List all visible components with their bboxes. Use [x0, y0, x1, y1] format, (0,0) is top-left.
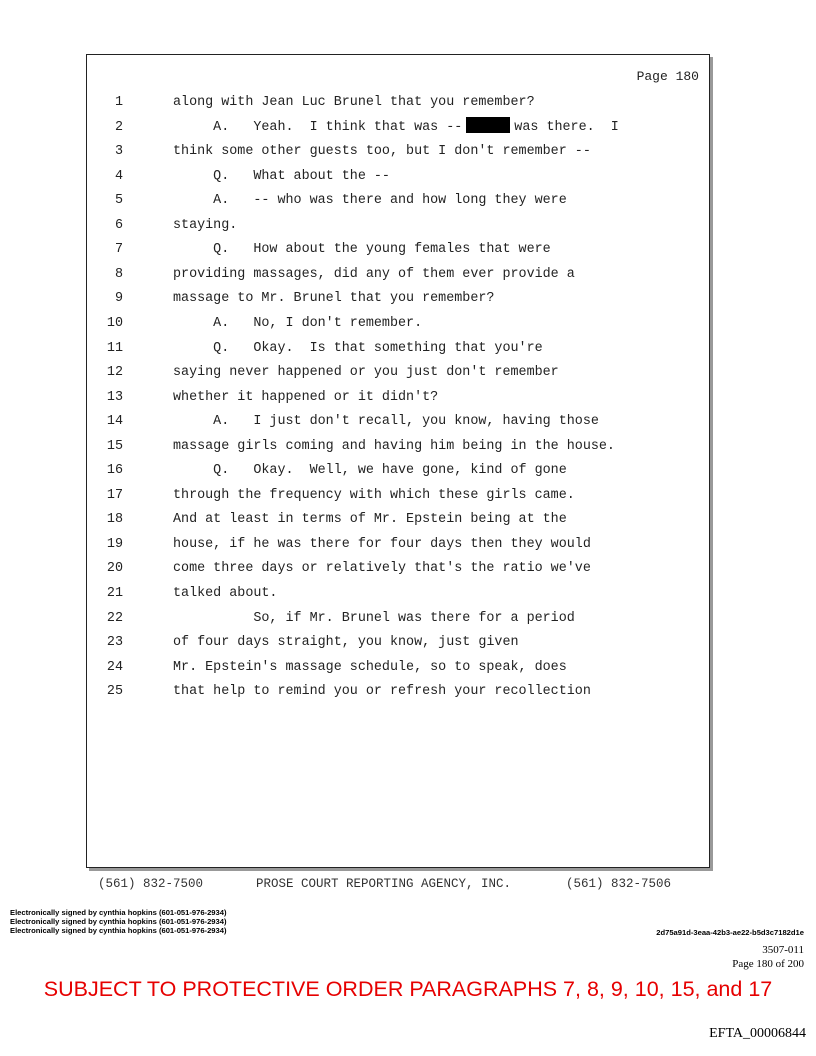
line-text-content: So, if Mr. Brunel was there for a period: [173, 610, 575, 626]
line-number: 20: [106, 561, 123, 577]
phone-right: (561) 832-7506: [566, 877, 672, 891]
line-text-content: along with Jean Luc Brunel that you remember?: [173, 95, 535, 110]
transcript-line: [87, 656, 709, 680]
bates-number: EFTA_00006844: [709, 1026, 806, 1041]
line-text: [173, 631, 519, 655]
transcript-line: [87, 214, 709, 238]
line-number: 1: [114, 95, 123, 110]
line-text: [173, 287, 494, 311]
line-text: [173, 165, 390, 189]
line-number: 24: [106, 659, 123, 675]
signature-block: [10, 908, 227, 935]
line-text-content: A. Yeah. I think that was --: [173, 119, 463, 135]
line-text: [173, 508, 567, 532]
line-number: 14: [106, 414, 123, 430]
transcript-line: [87, 263, 709, 287]
redaction-box: [466, 117, 510, 133]
line-text-content: staying.: [173, 217, 238, 233]
line-text-content: A. -- who was there and how long they were: [173, 193, 567, 209]
transcript-line: [87, 435, 709, 459]
line-text: [173, 410, 599, 434]
transcript-line: [87, 680, 709, 704]
transcript-line: [87, 189, 709, 213]
line-number: 23: [106, 635, 123, 651]
line-number: 5: [114, 193, 123, 209]
line-number: 2: [114, 119, 123, 135]
line-number: 6: [114, 217, 123, 233]
line-number: 8: [114, 266, 123, 282]
line-text-content: A. No, I don't remember.: [173, 315, 423, 331]
transcript-line: [87, 459, 709, 483]
line-text-content: Q. How about the young females that were: [173, 242, 551, 258]
line-text-content: think some other guests too, but I don't remember --: [173, 144, 591, 160]
transcript-line: [87, 238, 709, 262]
line-text-content: And at least in terms of Mr. Epstein being at the: [173, 512, 567, 528]
transcript-line: [87, 287, 709, 311]
line-number: 7: [114, 242, 123, 258]
line-number: 21: [106, 586, 123, 601]
line-number: 13: [106, 389, 123, 405]
page-header: Page 180: [636, 69, 699, 84]
transcript-line: [87, 337, 709, 361]
transcript-line: [87, 533, 709, 557]
line-text: [173, 116, 619, 140]
line-text: [173, 312, 422, 336]
transcript-line: [87, 312, 709, 336]
signature-line: Electronically signed by cynthia hopkins (601-051-976-2934): [10, 926, 227, 935]
line-number: 15: [106, 438, 123, 454]
protective-order-notice: SUBJECT TO PROTECTIVE ORDER PARAGRAPHS 7, 8, 9, 10, 15, and 17: [43, 977, 773, 1001]
line-text: [173, 607, 575, 631]
transcript-line: [87, 508, 709, 532]
line-text: [173, 189, 567, 213]
line-text: [173, 361, 559, 385]
transcript-line: [87, 165, 709, 189]
line-text: [173, 557, 591, 581]
line-text: [173, 435, 615, 459]
line-text-content: talked about.: [173, 586, 278, 601]
line-text-content: that help to remind you or refresh your recollection: [173, 684, 591, 700]
page-count: Page 180 of 200: [732, 958, 804, 970]
phone-left: (561) 832-7500: [98, 877, 204, 891]
transcript-page: [86, 54, 710, 868]
line-text: [173, 459, 567, 483]
line-number: 25: [106, 684, 123, 700]
line-number: 10: [106, 315, 123, 331]
line-text-content: whether it happened or it didn't?: [173, 389, 439, 405]
line-text-content: saying never happened or you just don't remember: [173, 365, 559, 381]
line-text: [173, 263, 575, 287]
transcript-line: [87, 386, 709, 410]
line-text: [173, 533, 591, 557]
line-number: 17: [106, 487, 123, 503]
transcript-line: [87, 410, 709, 434]
transcript-line: [87, 91, 709, 115]
document-hash: 2d75a91d-3eaa-42b3-ae22-b5d3c7182d1e: [656, 928, 804, 937]
line-text: [173, 680, 591, 704]
line-text-content: massage to Mr. Brunel that you remember?: [173, 291, 495, 307]
line-text: [173, 140, 591, 164]
line-text-content: massage girls coming and having him being in the house.: [173, 438, 615, 454]
line-text-content: Q. Okay. Well, we have gone, kind of gone: [173, 463, 567, 479]
line-text-content: Q. Okay. Is that something that you're: [173, 340, 543, 356]
document-number: 3507-011: [762, 944, 804, 956]
line-number: 18: [106, 512, 123, 528]
line-number: 22: [106, 610, 123, 626]
line-number: 19: [106, 536, 123, 552]
line-number: 12: [106, 365, 123, 381]
line-text-content: was there. I: [514, 119, 619, 135]
line-text-content: house, if he was there for four days then they would: [173, 536, 591, 552]
line-number: 16: [106, 463, 123, 479]
line-text: [173, 656, 567, 680]
transcript-line: [87, 361, 709, 385]
line-number: 3: [114, 144, 123, 160]
line-text-content: providing massages, did any of them ever provide a: [173, 266, 575, 282]
transcript-line: [87, 607, 709, 631]
transcript-line: [87, 140, 709, 164]
signature-line: Electronically signed by cynthia hopkins (601-051-976-2934): [10, 908, 227, 917]
transcript-line: [87, 557, 709, 581]
line-text-content: come three days or relatively that's the ratio we've: [173, 561, 591, 577]
line-text: [173, 337, 543, 361]
line-text: [173, 214, 237, 238]
line-text-content: Q. What about the --: [173, 168, 390, 184]
line-text-content: Mr. Epstein's massage schedule, so to speak, does: [173, 659, 567, 675]
line-number: 9: [114, 291, 123, 307]
line-text: [173, 386, 438, 410]
line-number: 11: [106, 340, 123, 356]
signature-line: Electronically signed by cynthia hopkins (601-051-976-2934): [10, 917, 227, 926]
transcript-line: [87, 631, 709, 655]
line-text: [173, 484, 575, 508]
line-text: [173, 582, 277, 606]
agency-name: PROSE COURT REPORTING AGENCY, INC.: [256, 877, 512, 891]
line-text: [173, 91, 535, 115]
line-text-content: A. I just don't recall, you know, having those: [173, 414, 599, 430]
transcript-line: [87, 116, 709, 140]
line-text-content: of four days straight, you know, just given: [173, 635, 519, 651]
line-text-content: through the frequency with which these girls came.: [173, 487, 575, 503]
line-text: [173, 238, 551, 262]
transcript-line: [87, 484, 709, 508]
line-number: 4: [114, 168, 123, 184]
transcript-line: [87, 582, 709, 606]
